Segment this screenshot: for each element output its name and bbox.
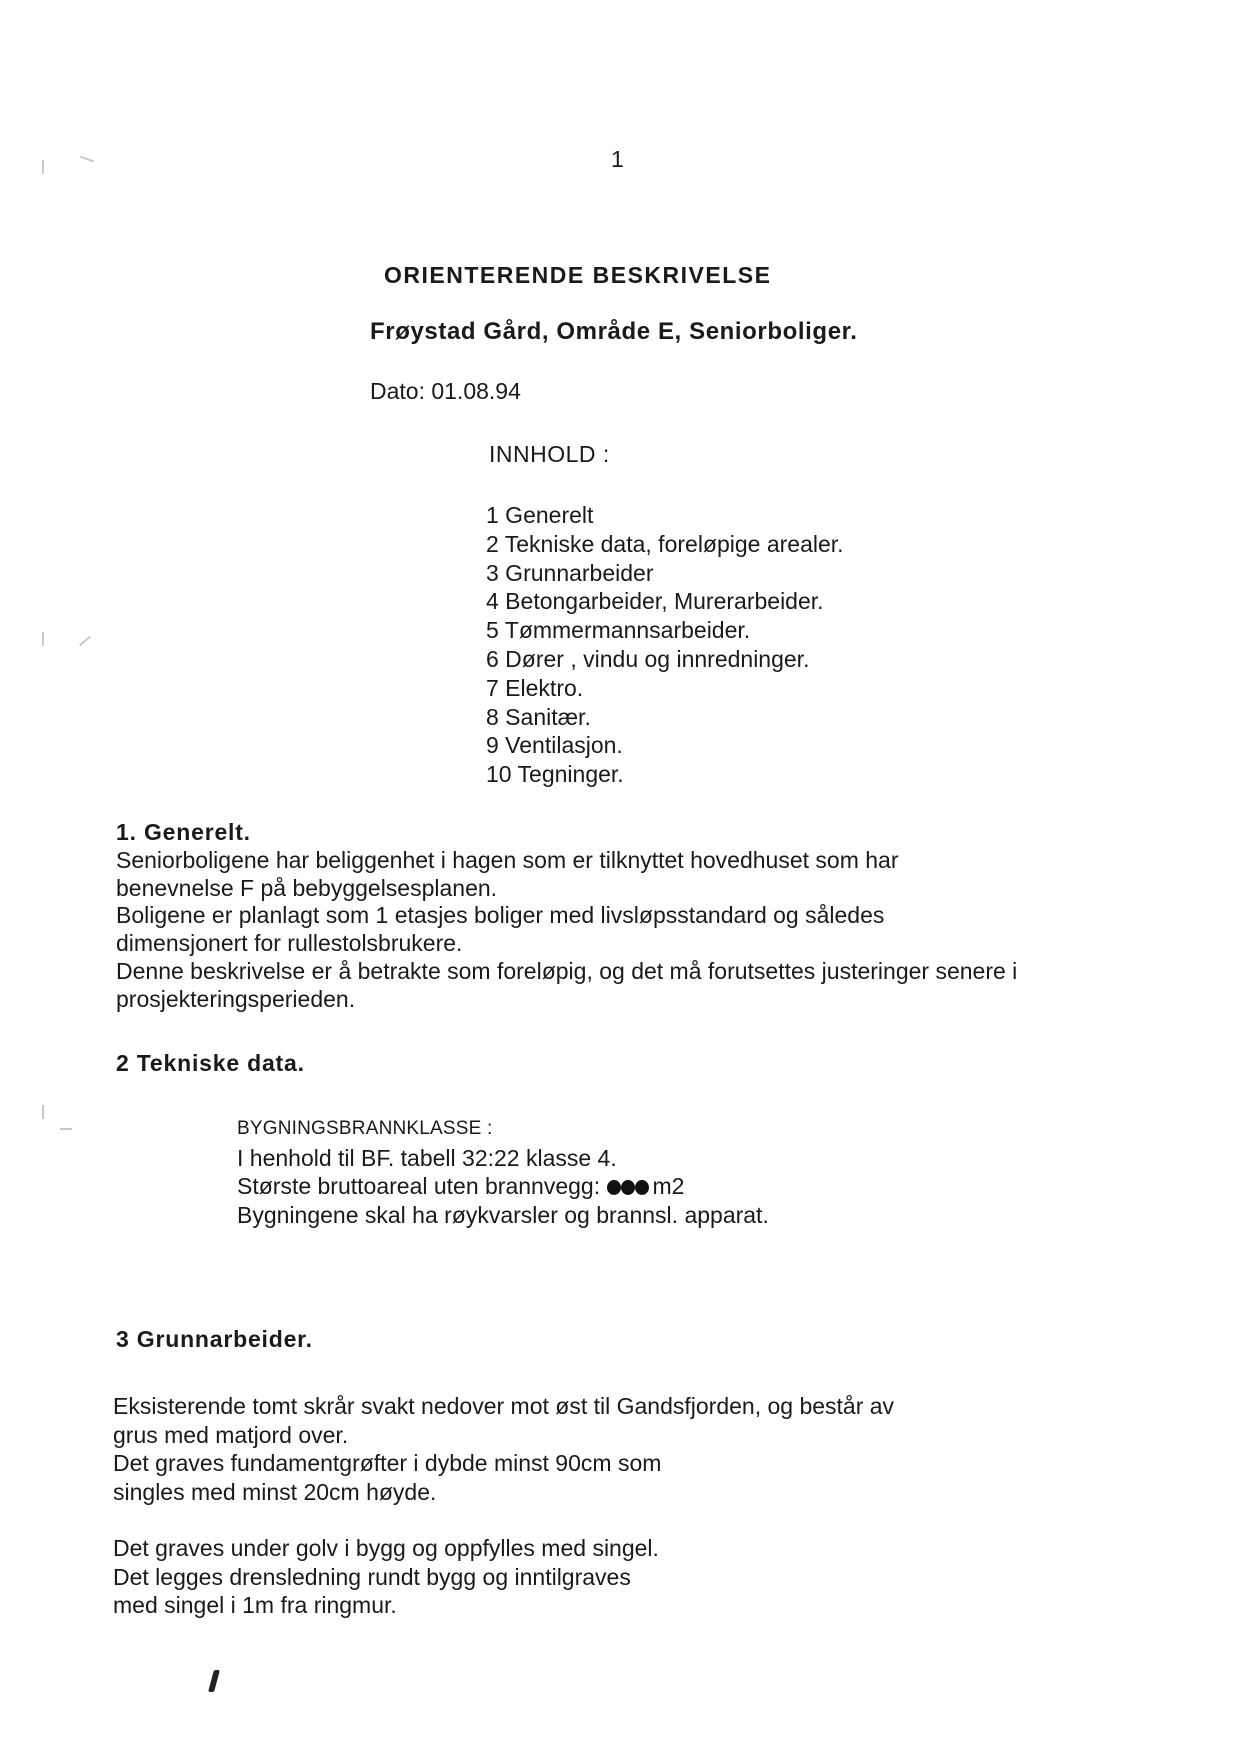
toc-item: 1 Generelt <box>486 502 594 528</box>
paragraph-line: med singel i 1m fra ringmur. <box>113 1592 397 1618</box>
paragraph-line: Seniorboligene har beliggenhet i hagen som er tilknyttet hovedhuset som har <box>116 846 899 873</box>
paragraph-line: Bygningene skal ha røykvarsler og brannsl. apparat. <box>237 1201 769 1228</box>
toc-item: 10 Tegninger. <box>486 761 624 788</box>
paragraph-line: Det legges drensledning rundt bygg og inntilgraves <box>113 1563 631 1590</box>
toc-heading: INNHOLD : <box>489 441 610 467</box>
unit-text: m2 <box>652 1173 685 1199</box>
document-title: ORIENTERENDE BESKRIVELSE <box>384 262 772 288</box>
paragraph-line: grus med matjord over. <box>113 1421 349 1448</box>
paragraph-line: dimensjonert for rullestolsbrukere. <box>116 930 463 957</box>
section-heading: 3 Grunnarbeider. <box>116 1326 313 1352</box>
toc-item: 2 Tekniske data, foreløpige arealer. <box>486 530 844 557</box>
section-tekniske-data <box>237 1115 769 1229</box>
toc-item: 5 Tømmermannsarbeider. <box>486 617 751 644</box>
toc-item: 8 Sanitær. <box>486 703 591 730</box>
toc-item: 6 Dører , vindu og innredninger. <box>486 645 810 672</box>
scan-mark <box>80 156 94 163</box>
scan-mark <box>79 636 91 647</box>
paragraph-line: singles med minst 20cm høyde. <box>113 1478 437 1505</box>
scan-mark <box>60 1128 72 1130</box>
section-heading: 2 Tekniske data. <box>116 1050 305 1076</box>
toc-item: 9 Ventilasjon. <box>486 732 623 759</box>
ink-mark <box>208 1670 220 1692</box>
paragraph-gap <box>113 1506 894 1534</box>
paragraph-line: prosjekteringsperieden. <box>116 985 356 1012</box>
section-grunnarbeider <box>113 1392 894 1620</box>
paragraph-line: Det graves under golv i bygg og oppfylles med singel. <box>113 1535 659 1561</box>
document-subtitle: Frøystad Gård, Område E, Seniorboliger. <box>370 318 858 345</box>
scan-mark <box>42 160 44 174</box>
section-heading: 1. Generelt. <box>116 819 251 845</box>
paragraph-line: benevnelse F på bebyggelsesplanen. <box>116 874 498 901</box>
document-date: Dato: 01.08.94 <box>370 378 521 404</box>
fire-class-label: BYGNINGSBRANNKLASSE : <box>237 1118 493 1139</box>
paragraph-line <box>237 1172 769 1201</box>
line-text: Største bruttoareal uten brannvegg: <box>237 1173 607 1199</box>
paragraph-line: Det graves fundamentgrøfter i dybde minst 90cm som <box>113 1450 662 1476</box>
scan-mark <box>42 632 44 646</box>
page-number: 1 <box>611 146 624 172</box>
paragraph-line: Eksisterende tomt skrår svakt nedover mot øst til Gandsfjorden, og består av <box>113 1393 895 1419</box>
redacted-number-blot <box>607 1178 653 1196</box>
toc-item: 3 Grunnarbeider <box>486 559 654 586</box>
paragraph-line: Boligene er planlagt som 1 etasjes boliger med livsløpsstandard og således <box>116 902 885 929</box>
toc-item: 4 Betongarbeider, Murerarbeider. <box>486 588 824 615</box>
scan-mark <box>42 1105 44 1119</box>
section-generelt <box>116 819 1017 1014</box>
paragraph-line: I henhold til BF. tabell 32:22 klasse 4. <box>237 1144 617 1171</box>
table-of-contents <box>486 501 844 789</box>
toc-item: 7 Elektro. <box>486 674 584 701</box>
paragraph-line: Denne beskrivelse er å betrakte som foreløpig, og det må forutsettes justeringer senere i <box>116 957 1018 984</box>
